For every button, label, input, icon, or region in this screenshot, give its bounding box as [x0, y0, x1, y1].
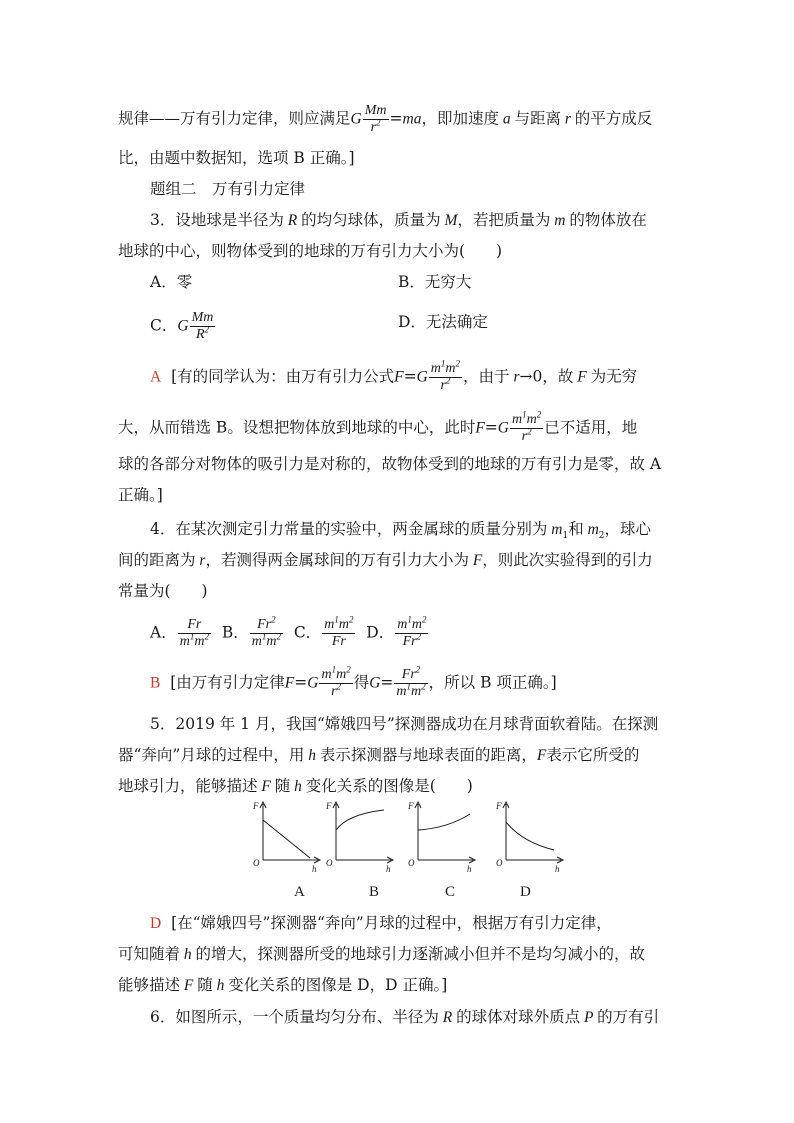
option-a: A．零	[150, 273, 193, 291]
answer-explanation: A [有的同学认为：由万有引力公式F=G $\frac{m^1m^2}{r^2}$ ，由于 r→0，故 F 为无穷	[150, 358, 638, 393]
section-title: 题组二 万有引力定律	[150, 180, 306, 198]
question-5-line: 地球引力，能够描述 F 随 h 变化关系的图像是( )	[118, 777, 473, 795]
graph-label-c: C	[445, 884, 456, 900]
origin-label: O	[326, 858, 333, 868]
axis-y-label: F	[253, 801, 259, 811]
graph-b	[333, 802, 393, 863]
question-4-line: 4．在某次测定引力常量的实验中，两金属球的质量分别为 $m_1$和 $m_2$，球心	[150, 520, 652, 542]
question-5-line: 5．2019 年 1 月，我国“嫦娥四号”探测器成功在月球背面软着陆。在探测	[150, 715, 659, 733]
question-4-line: 常量为( )	[118, 582, 208, 600]
answer-explanation: D [在“嫦娥四号”探测器“奔向”月球的过程中，根据万有引力定律，	[150, 914, 612, 932]
graph-label-a: A	[294, 884, 305, 900]
answer-explanation: 可知随着 h 的增大，探测器所受的地球引力逐渐减小但并不是均匀减小的，故	[118, 945, 646, 963]
origin-label: O	[408, 858, 415, 868]
option-b: B．无穷大	[398, 273, 472, 291]
question-3-line: 3．设地球是半径为 R 的均匀球体，质量为 M，若把质量为 m 的物体放在	[150, 211, 647, 229]
origin-label: O	[496, 858, 503, 868]
axis-x-label: h	[312, 864, 317, 874]
question-4-line: 间的距离为 r，若测得两金属球间的万有引力大小为 F，则此次实验得到的引力	[118, 551, 653, 569]
answer-explanation: 正确。]	[118, 486, 163, 504]
answer-explanation: 球的各部分对物体的吸引力是对称的，故物体受到的地球的万有引力是零，故 A	[118, 455, 662, 473]
answer-explanation: 大，从而错选 B。设想把物体放到地球的中心，此时F=G $\frac{m^1m^2}{r^2}$ 已不适用，地	[118, 409, 638, 444]
graph-c	[415, 802, 475, 863]
paragraph-line: 比，由题中数据知，选项 B 正确。]	[118, 149, 355, 167]
option-row: A． $\frac{Fr}{m^1m^2}$ B． $\frac{Fr^2}{m^1m^2}$ C． $\frac{m^1m^2}{Fr}$ D． $\frac{m^1m^2}{Fr^2}$	[150, 614, 427, 649]
answer-letter: B	[150, 674, 161, 692]
axis-y-label: F	[326, 801, 332, 811]
axis-y-label: F	[496, 801, 502, 811]
answer-letter: D	[150, 915, 162, 932]
graph-d	[503, 802, 563, 863]
graph-label-d: D	[520, 884, 531, 900]
axis-y-label: F	[408, 801, 414, 811]
option-d: D．无法确定	[398, 313, 488, 331]
graph-label-b: B	[369, 884, 380, 900]
paragraph-line: 规律——万有引力定律，则应满足G $\frac{Mm}{r^2}$ =ma，即加速度 a 与距离 r 的平方成反	[118, 103, 653, 135]
question-3-line: 地球的中心，则物体受到的地球的万有引力大小为( )	[118, 242, 503, 260]
formula-fraction: $\frac{Mm}{r^2}$	[364, 103, 387, 135]
graph-a	[260, 802, 320, 863]
option-c: C．G $\frac{Mm}{R^2}$	[150, 310, 214, 342]
axis-x-label: h	[467, 864, 472, 874]
axis-x-label: h	[386, 864, 391, 874]
axis-x-label: h	[555, 864, 560, 874]
answer-explanation: B [由万有引力定律F=G $\frac{m^1m^2}{r^2}$ 得G= $\frac{Fr^2}{m^1m^2}$ ，所以 B 项正确。]	[150, 664, 557, 699]
answer-letter: A	[150, 368, 162, 386]
question-5-line: 器“奔向”月球的过程中，用 h 表示探测器与地球表面的距离，F表示它所受的	[118, 746, 640, 764]
answer-explanation: 能够描述 F 随 h 变化关系的图像是 D，D 正确。]	[118, 976, 448, 994]
question-6-line: 6．如图所示，一个质量均匀分布、半径为 R 的球体对球外质点 P 的万有引	[150, 1008, 660, 1026]
origin-label: O	[253, 858, 260, 868]
graph-figure	[248, 800, 578, 880]
